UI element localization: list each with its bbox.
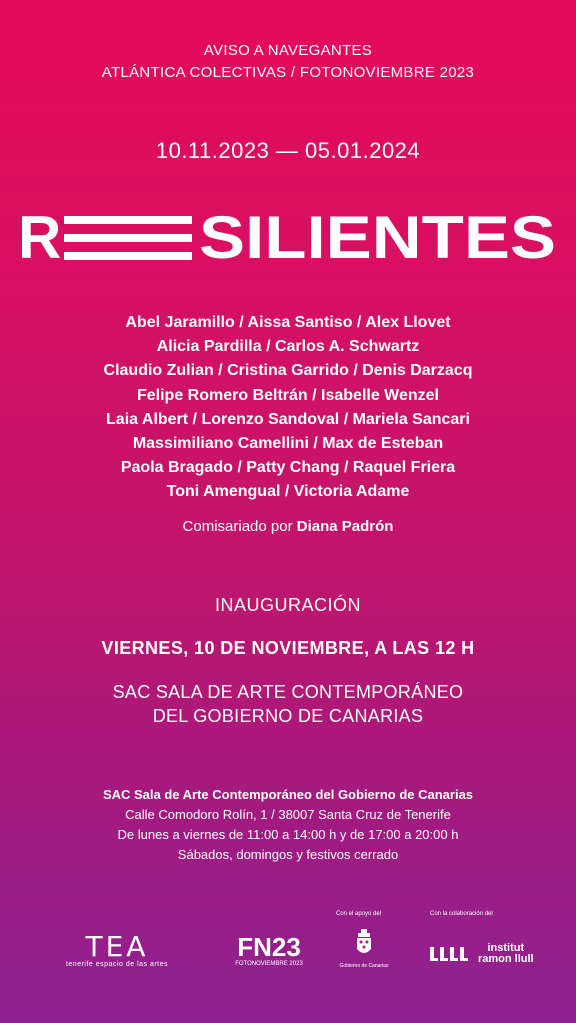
title-graphic xyxy=(18,206,558,268)
artists-line: Massimiliano Camellini / Max de Esteban xyxy=(132,435,444,453)
svg-text:R: R xyxy=(18,206,62,268)
crest-icon xyxy=(355,929,373,957)
svg-text:SILIENTES: SILIENTES xyxy=(199,206,556,268)
artists-line: Laia Albert / Lorenzo Sandoval / Mariela Sancari xyxy=(106,410,470,428)
fn23-logo xyxy=(224,933,314,967)
curator-line xyxy=(0,518,576,535)
collab-label: Con la colaboración del xyxy=(430,911,493,917)
venue-address: Calle Comodoro Rolín, 1 / 38007 Santa Cruz de Tenerife xyxy=(125,807,451,822)
inauguration-datetime: VIERNES, 10 DE NOVIEMBRE, A LAS 12 H xyxy=(101,638,475,658)
header-line1: AVISO A NAVEGANTES xyxy=(203,42,373,59)
venue-line2: DEL GOBIERNO DE CANARIAS xyxy=(152,706,424,726)
venue-closed: Sábados, domingos y festivos cerrado xyxy=(177,847,399,862)
curator-name: Diana Padrón xyxy=(296,518,394,535)
inauguration-label: INAUGURACIÓN xyxy=(214,595,361,615)
artists-list xyxy=(0,311,576,505)
tea-logo xyxy=(42,930,192,968)
artists-line: Toni Amengual / Victoria Adame xyxy=(166,483,410,501)
irl-line1: institut xyxy=(487,942,525,954)
tea-logo-mark: TEA xyxy=(85,930,149,963)
fn23-logo-subtitle: FOTONOVIEMBRE 2023 xyxy=(235,961,303,967)
venue-info xyxy=(0,785,576,865)
header xyxy=(0,40,576,84)
venue-hours: De lunes a viernes de 11:00 a 14:00 h y de 17:00 a 20:00 h xyxy=(117,827,459,842)
exhibition-title xyxy=(18,206,558,268)
exhibition-dates: 10.11.2023 — 05.01.2024 xyxy=(155,138,421,163)
venue-name: SAC Sala de Arte Contemporáneo del Gobierno de Canarias xyxy=(102,787,474,802)
artists-line: Abel Jaramillo / Aissa Santiso / Alex Llovet xyxy=(125,314,451,331)
venue-line1: SAC SALA DE ARTE CONTEMPORÁNEO xyxy=(112,682,464,702)
tea-logo-subtitle: tenerife espacio de las artes xyxy=(65,961,169,968)
irl-text xyxy=(478,943,534,965)
artists-line: Alicia Pardilla / Carlos A. Schwartz xyxy=(156,338,420,356)
sponsor-logos xyxy=(0,905,576,985)
curator-prefix: Comisariado por xyxy=(182,518,293,535)
irl-line2: ramon llull xyxy=(478,953,534,965)
gobierno-canarias-logo xyxy=(336,929,392,969)
title-e-bars xyxy=(64,216,192,260)
artists-line: Felipe Romero Beltrán / Isabelle Wenzel xyxy=(136,386,439,404)
support-label: Con el apoyo del xyxy=(336,911,382,917)
header-line2: ATLÁNTICA COLECTIVAS / FOTONOVIEMBRE 2023 xyxy=(101,64,475,81)
fn23-logo-mark: FN23 xyxy=(237,932,301,962)
gobierno-label: Gobierno de Canarias xyxy=(339,963,389,969)
artists-line: Paola Bragado / Patty Chang / Raquel Friera xyxy=(120,459,456,477)
irl-mark-icon xyxy=(430,945,470,965)
inauguration-venue xyxy=(0,680,576,728)
artists-line: Claudio Zulian / Cristina Garrido / Denis Darzacq xyxy=(103,362,473,380)
